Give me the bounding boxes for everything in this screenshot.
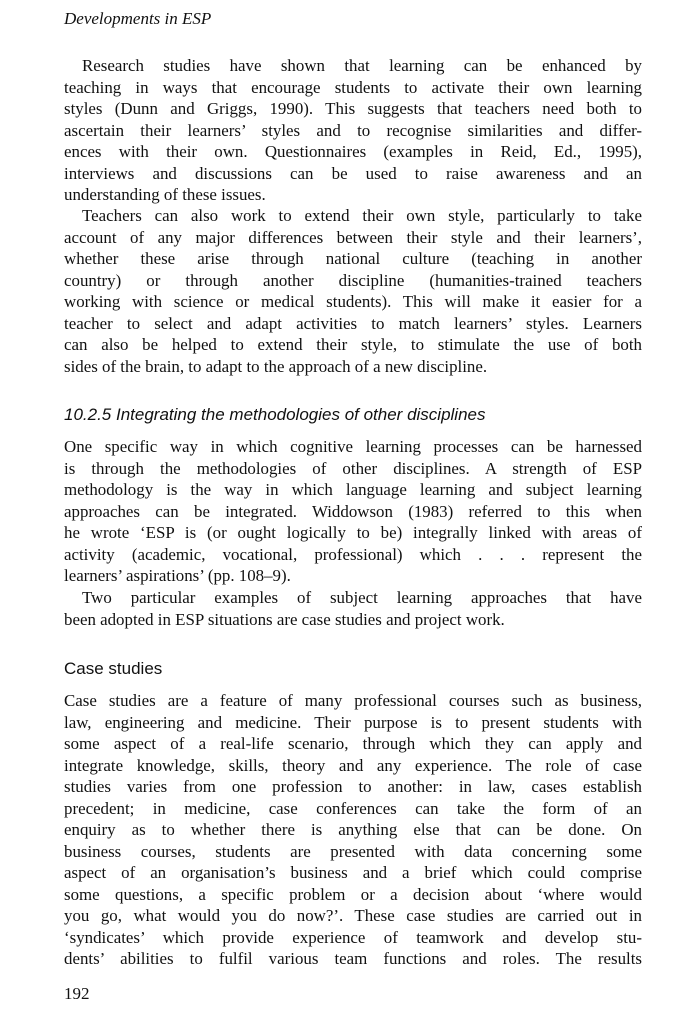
text-line: enquiry as to whether there is anything else that can be done. On	[64, 820, 642, 839]
text-line: can also be helped to extend their style, to stimulate the use of both	[64, 335, 642, 354]
text-line: activity (academic, vocational, professional) which . . . represent the	[64, 544, 642, 564]
text-line: One specific way in which cognitive learning processes can be harnessed	[64, 437, 642, 456]
paragraph-extend-style	[64, 205, 642, 377]
text-line: ascertain their learners’ styles and to recognise similarities and differ-	[64, 120, 642, 140]
text-line: methodology is the way in which language learning and subject learning	[64, 480, 642, 499]
page-number: 192	[64, 984, 90, 1003]
text-line: integrate knowledge, skills, theory and any experience. The role of case	[64, 755, 642, 775]
text-line: Two particular examples of subject learning approaches that have	[82, 588, 642, 607]
section-heading: 10.2.5 Integrating the methodologies of other disciplines	[64, 405, 486, 424]
text-line: approaches can be integrated. Widdowson (1983) referred to this when	[64, 501, 642, 521]
text-line: some questions, a specific problem or a decision about ‘where would	[64, 884, 642, 904]
text-line: whether these arise through national culture (teaching in another	[64, 249, 642, 268]
running-head: Developments in ESP	[64, 9, 212, 28]
text-line: precedent; in medicine, case conferences can take the form of an	[64, 798, 642, 818]
text-line: learners’ aspirations’ (pp. 108–9).	[64, 566, 291, 585]
text-line: is through the methodologies of other disciplines. A strength of ESP	[64, 458, 642, 478]
text-line: ‘syndicates’ which provide experience of teamwork and develop stu-	[64, 927, 642, 947]
paragraph-case-studies	[64, 690, 642, 970]
text-line: Teachers can also work to extend their own style, particularly to take	[82, 206, 642, 225]
paragraph-examples	[64, 587, 642, 630]
text-line: law, engineering and medicine. Their purpose is to present students with	[64, 712, 642, 732]
paragraph-learning-styles	[64, 55, 642, 206]
text-line: teacher to select and adapt activities to match learners’ styles. Learners	[64, 313, 642, 333]
text-line: working with science or medical students). This will make it easier for a	[64, 292, 642, 311]
text-line: Research studies have shown that learning can be enhanced by	[82, 56, 642, 75]
text-line: interviews and discussions can be used to raise awareness and an	[64, 163, 642, 183]
text-line: sides of the brain, to adapt to the approach of a new discipline.	[64, 356, 488, 376]
text-line: Case studies are a feature of many professional courses such as business,	[64, 691, 642, 710]
text-line: styles (Dunn and Griggs, 1990). This suggests that teachers need both to	[64, 99, 642, 118]
text-line: dents’ abilities to fulfil various team functions and roles. The results	[64, 949, 642, 968]
text-line: you go, what would you do now?’. These case studies are carried out in	[64, 906, 642, 925]
subheading: Case studies	[64, 659, 163, 678]
text-line: been adopted in ESP situations are case studies and project work.	[64, 609, 505, 629]
paragraph-methodologies	[64, 436, 642, 587]
text-line: understanding of these issues.	[64, 185, 266, 204]
text-line: account of any major differences between their style and their learners’,	[64, 227, 642, 247]
text-line: some aspect of a real-life scenario, through which they can apply and	[64, 734, 642, 753]
text-line: business courses, students are presented with data concerning some	[64, 841, 642, 861]
text-line: aspect of an organisation’s business and a brief which could comprise	[64, 863, 642, 882]
text-line: teaching in ways that encourage students to activate their own learning	[64, 77, 642, 97]
text-line: studies varies from one profession to another: in law, cases establish	[64, 777, 642, 796]
text-line: ences with their own. Questionnaires (examples in Reid, Ed., 1995),	[64, 142, 642, 161]
text-line: country) or through another discipline (humanities-trained teachers	[64, 270, 642, 290]
text-line: he wrote ‘ESP is (or ought logically to be) integrally linked with areas of	[64, 523, 642, 542]
